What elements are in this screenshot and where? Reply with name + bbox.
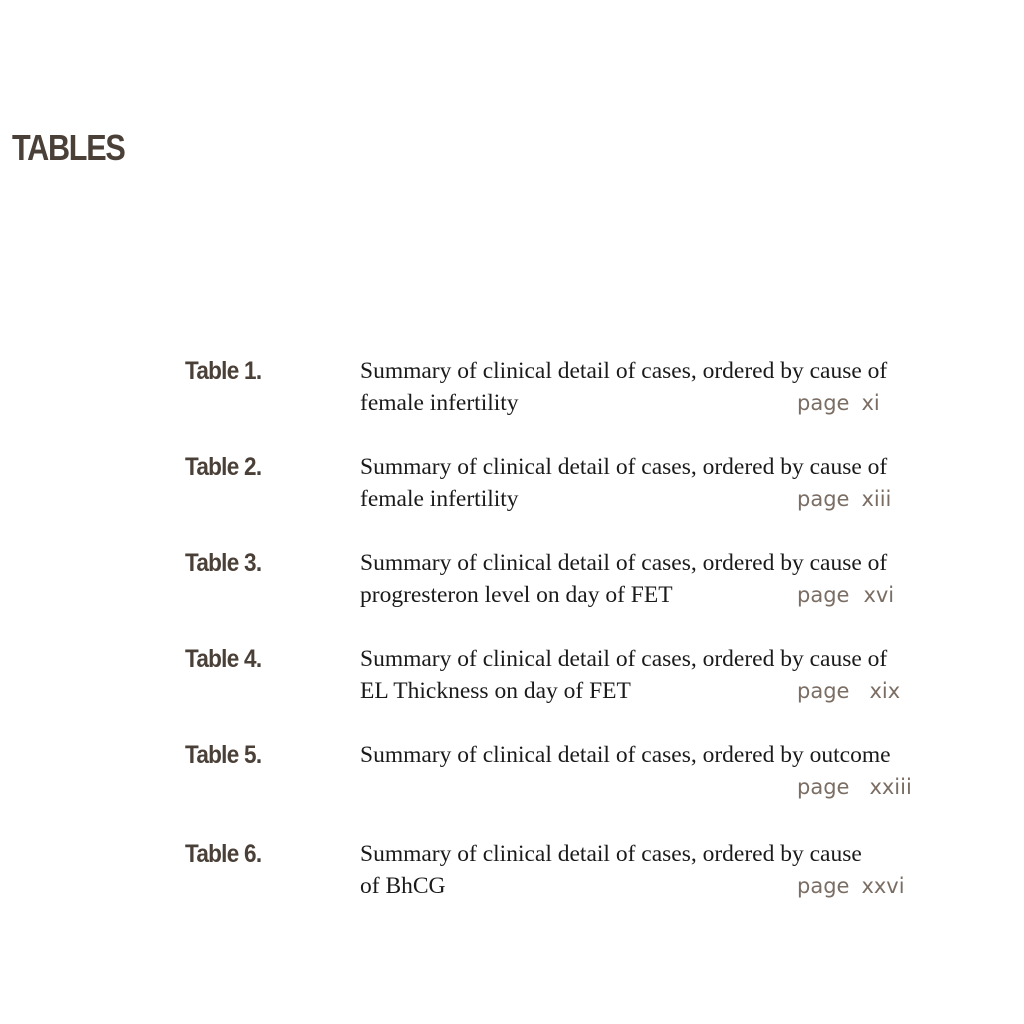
table-description-line-1: Summary of clinical detail of cases, ordered by cause of bbox=[360, 358, 888, 384]
table-description-line-1: Summary of clinical detail of cases, ordered by cause of bbox=[360, 454, 888, 480]
table-label: Table 2. bbox=[185, 453, 262, 481]
page-word: page bbox=[797, 679, 850, 703]
table-description-line-2: of BhCG bbox=[360, 873, 446, 899]
page-number: xxiii bbox=[869, 775, 912, 799]
table-list-item bbox=[0, 741, 1024, 811]
page-reference bbox=[797, 485, 891, 513]
table-list-item bbox=[0, 357, 1024, 427]
page-number: xiii bbox=[861, 487, 892, 511]
page-word: page bbox=[797, 583, 850, 607]
table-description-line-2: female infertility bbox=[360, 486, 519, 512]
page-reference bbox=[797, 581, 894, 609]
table-description-line-1: Summary of clinical detail of cases, ordered by cause bbox=[360, 841, 862, 867]
table-label: Table 6. bbox=[185, 840, 262, 868]
table-label: Table 1. bbox=[185, 357, 262, 385]
page-number: xix bbox=[869, 679, 901, 703]
page-reference bbox=[797, 389, 880, 417]
table-list-item bbox=[0, 453, 1024, 523]
page-title: TABLES bbox=[12, 127, 125, 168]
table-description-line-1: Summary of clinical detail of cases, ordered by cause of bbox=[360, 550, 888, 576]
table-list-item bbox=[0, 549, 1024, 619]
table-list-item bbox=[0, 645, 1024, 715]
table-description-line-2: EL Thickness on day of FET bbox=[360, 678, 631, 704]
table-description-line-1: Summary of clinical detail of cases, ordered by outcome bbox=[360, 742, 891, 768]
table-description-line-2: female infertility bbox=[360, 390, 519, 416]
table-description-line-2: progresteron level on day of FET bbox=[360, 582, 673, 608]
table-label: Table 5. bbox=[185, 741, 262, 769]
page-reference bbox=[797, 872, 905, 900]
table-label: Table 3. bbox=[185, 549, 262, 577]
page-word: page bbox=[797, 775, 850, 799]
page-number: xxvi bbox=[861, 874, 905, 898]
page-word: page bbox=[797, 487, 850, 511]
page-number: xvi bbox=[863, 583, 895, 607]
table-description-line-1: Summary of clinical detail of cases, ordered by cause of bbox=[360, 646, 888, 672]
table-label: Table 4. bbox=[185, 645, 262, 673]
page-word: page bbox=[797, 874, 850, 898]
table-list-item bbox=[0, 840, 1024, 910]
page-word: page bbox=[797, 391, 850, 415]
page-number: xi bbox=[861, 391, 880, 415]
page-reference bbox=[797, 773, 912, 801]
page-reference bbox=[797, 677, 900, 705]
